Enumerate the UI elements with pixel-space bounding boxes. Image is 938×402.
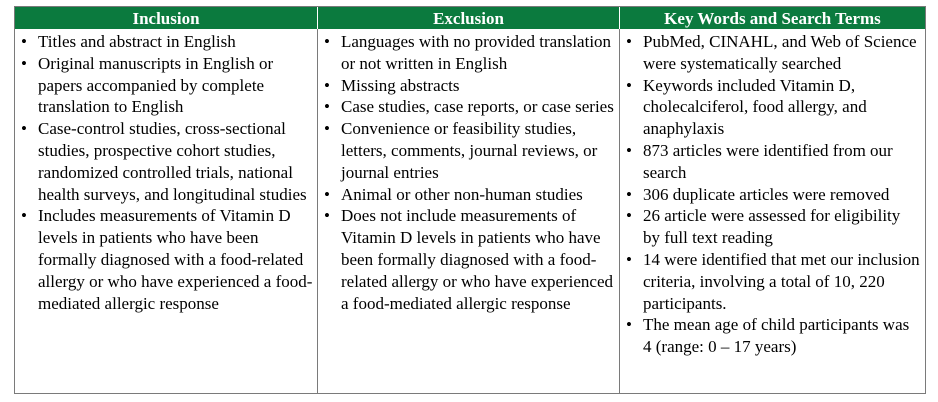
exclusion-column [318,29,620,393]
keyword-item [624,314,921,358]
keyword-item-text: Keywords included Vitamin D, cholecalciferol, food allergy, and anaphylaxis [643,75,867,139]
inclusion-item [19,205,313,314]
keywords-list [624,31,921,358]
inclusion-item-text: Case-control studies, cross-sectional studies, prospective cohort studies, randomized controlled trials, national health surveys, and longitudinal studies [38,119,307,204]
exclusion-item [322,96,615,118]
bullet-icon: • [626,315,632,335]
keyword-item-text: 14 were identified that met our inclusion criteria, involving a total of 10, 220 participants. [643,249,920,313]
bullet-icon: • [626,184,632,204]
bullet-icon: • [626,249,632,269]
inclusion-item [19,31,313,53]
bullet-icon: • [324,97,330,117]
keyword-item [624,140,921,184]
inclusion-list [19,31,313,314]
header-exclusion: Exclusion [318,7,620,29]
exclusion-item-text: Animal or other non-human studies [341,184,583,204]
keywords-column [620,29,925,393]
bullet-icon: • [21,119,27,139]
inclusion-column [15,29,318,393]
bullet-icon: • [324,119,330,139]
bullet-icon: • [21,32,27,51]
exclusion-item [322,205,615,314]
exclusion-item [322,184,615,206]
bullet-icon: • [21,206,27,226]
inclusion-item-text: Includes measurements of Vitamin D levels in patients who have been formally diagnosed with a food-related allergy or who have experienced a food-mediated allergic response [38,206,313,313]
inclusion-item [19,53,313,118]
exclusion-item-text: Missing abstracts [341,75,460,95]
keyword-item [624,31,921,75]
keyword-item [624,75,921,140]
inclusion-item [19,118,313,205]
keyword-item-text: 26 article were assessed for eligibility by full text reading [643,206,901,248]
inclusion-item-text: Titles and abstract in English [38,32,236,51]
exclusion-item [322,75,615,97]
bullet-icon: • [324,184,330,204]
inclusion-item-text: Original manuscripts in English or papers accompanied by complete translation to English [38,53,274,117]
header-inclusion: Inclusion [15,7,318,29]
keyword-item-text: PubMed, CINAHL, and Web of Science were systematically searched [643,32,917,73]
bullet-icon: • [324,206,330,226]
keyword-item-text: 306 duplicate articles were removed [643,184,890,204]
bullet-icon: • [626,32,632,51]
bullet-icon: • [626,140,632,160]
bullet-icon: • [21,53,27,73]
keyword-item [624,249,921,314]
keyword-item [624,205,921,249]
criteria-table [14,6,926,394]
exclusion-item [322,31,615,75]
exclusion-list [322,31,615,314]
bullet-icon: • [626,206,632,226]
header-keywords: Key Words and Search Terms [620,7,925,29]
bullet-icon: • [626,75,632,95]
exclusion-item-text: Does not include measurements of Vitamin D levels in patients who have been formally diagnosed with a food-related allergy or who have experienced a food-mediated allergic response [341,206,614,313]
bullet-icon: • [324,32,330,51]
keyword-item-text: 873 articles were identified from our search [643,140,893,182]
exclusion-item [322,118,615,183]
exclusion-item-text: Languages with no provided translation or not written in English [341,32,612,73]
bullet-icon: • [324,75,330,95]
keyword-item-text: The mean age of child participants was 4 (range: 0 – 17 years) [643,315,910,357]
exclusion-item-text: Case studies, case reports, or case series [341,97,614,117]
keyword-item [624,184,921,206]
exclusion-item-text: Convenience or feasibility studies, letters, comments, journal reviews, or journal entries [341,119,598,182]
